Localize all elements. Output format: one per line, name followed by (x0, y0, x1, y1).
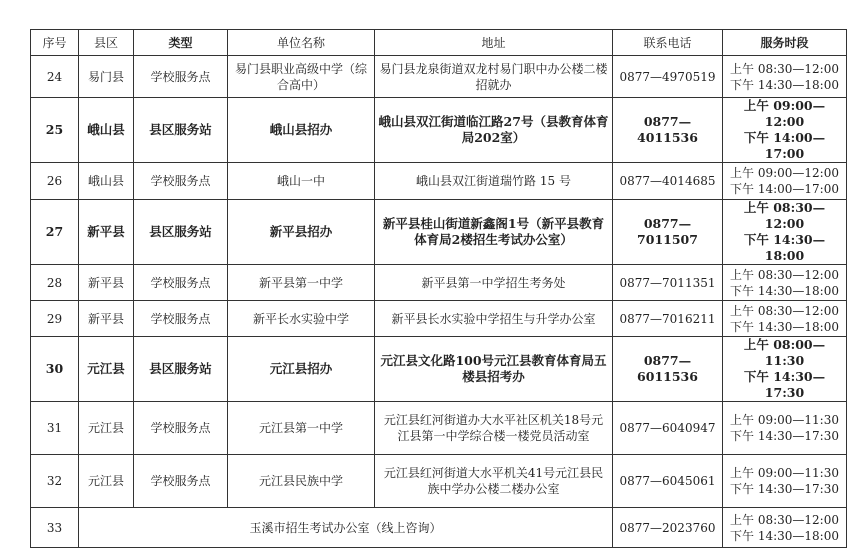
row-phone: 0877—6040947 (613, 402, 723, 455)
row-unit: 元江县第一中学 (228, 402, 375, 455)
service-table (30, 29, 847, 548)
hours-pm: 下午 14:30—18:00 (730, 528, 839, 543)
row-type: 县区服务站 (134, 200, 228, 265)
row-address: 元江县红河街道办大水平社区机关18号元江县第一中学综合楼一楼党员活动室 (375, 402, 613, 455)
hours-am: 上午 08:30—12:00 (730, 267, 839, 282)
row-county: 新平县 (79, 200, 134, 265)
row-no: 28 (31, 265, 79, 301)
header-unit: 单位名称 (228, 30, 375, 56)
row-phone: 0877—4011536 (613, 98, 723, 163)
row-phone: 0877—6011536 (613, 337, 723, 402)
row-county: 峨山县 (79, 163, 134, 200)
hours-pm: 下午 14:30—18:00 (730, 319, 839, 334)
table-row (31, 56, 847, 98)
row-county: 易门县 (79, 56, 134, 98)
row-phone: 0877—7011507 (613, 200, 723, 265)
hours-am: 上午 08:30—12:00 (743, 200, 826, 231)
header-phone: 联系电话 (613, 30, 723, 56)
hours-am: 上午 09:00—12:00 (743, 98, 826, 129)
row-unit: 元江县民族中学 (228, 455, 375, 508)
header-hours: 服务时段 (723, 30, 847, 56)
table-row (31, 301, 847, 337)
row-unit: 新平长水实验中学 (228, 301, 375, 337)
row-address: 新平县长水实验中学招生与升学办公室 (375, 301, 613, 337)
table-row (31, 402, 847, 455)
row-no: 24 (31, 56, 79, 98)
hours-pm: 下午 14:30—18:00 (730, 283, 839, 298)
row-hours (723, 200, 847, 265)
hours-pm: 下午 14:00—17:00 (730, 182, 839, 196)
row-unit: 新平县第一中学 (228, 265, 375, 301)
row-type: 县区服务站 (134, 98, 228, 163)
row-unit: 新平县招办 (228, 200, 375, 265)
hours-pm: 下午 14:30—18:00 (743, 232, 826, 263)
header-address: 地址 (375, 30, 613, 56)
row-type: 学校服务点 (134, 455, 228, 508)
table-row (31, 163, 847, 200)
row-county: 峨山县 (79, 98, 134, 163)
row-hours (723, 98, 847, 163)
row-hours (723, 301, 847, 337)
row-phone: 0877—6045061 (613, 455, 723, 508)
header-county: 县区 (79, 30, 134, 56)
row-hours (723, 337, 847, 402)
row-type: 县区服务站 (134, 337, 228, 402)
hours-am: 上午 08:30—12:00 (730, 303, 839, 318)
row-address: 易门县龙泉街道双龙村易门职中办公楼二楼招就办 (375, 56, 613, 98)
row-no: 29 (31, 301, 79, 337)
hours-am: 上午 09:00—11:30 (730, 413, 839, 427)
row-phone: 0877—7016211 (613, 301, 723, 337)
row-type: 学校服务点 (134, 402, 228, 455)
row-no: 26 (31, 163, 79, 200)
row-hours (723, 455, 847, 508)
row-no: 33 (31, 508, 79, 548)
table-row (31, 337, 847, 402)
row-address: 元江县红河街道大水平机关41号元江县民族中学办公楼二楼办公室 (375, 455, 613, 508)
row-county: 新平县 (79, 301, 134, 337)
row-address: 新平县第一中学招生考务处 (375, 265, 613, 301)
table-row (31, 200, 847, 265)
hours-am: 上午 09:00—12:00 (730, 166, 839, 180)
hours-pm: 下午 14:30—18:00 (730, 77, 839, 92)
hours-pm: 下午 14:00—17:00 (743, 130, 826, 161)
row-merged-unit: 玉溪市招生考试办公室（线上咨询） (79, 508, 613, 548)
row-no: 31 (31, 402, 79, 455)
row-county: 元江县 (79, 337, 134, 402)
row-hours (723, 265, 847, 301)
row-address: 峨山县双江街道临江路27号（县教育体育局202室） (375, 98, 613, 163)
row-no: 32 (31, 455, 79, 508)
table-row (31, 98, 847, 163)
row-phone: 0877—2023760 (613, 508, 723, 548)
header-no: 序号 (31, 30, 79, 56)
row-no: 30 (31, 337, 79, 402)
table-row (31, 508, 847, 548)
hours-am: 上午 08:00—11:30 (743, 337, 826, 368)
hours-pm: 下午 14:30—17:30 (730, 482, 839, 496)
row-county: 元江县 (79, 402, 134, 455)
row-no: 27 (31, 200, 79, 265)
row-phone: 0877—7011351 (613, 265, 723, 301)
row-unit: 峨山县招办 (228, 98, 375, 163)
row-phone: 0877—4970519 (613, 56, 723, 98)
row-hours (723, 56, 847, 98)
hours-pm: 下午 14:30—17:30 (743, 369, 826, 400)
row-hours (723, 163, 847, 200)
row-no: 25 (31, 98, 79, 163)
hours-am: 上午 08:30—12:00 (730, 61, 839, 76)
row-unit: 峨山一中 (228, 163, 375, 200)
row-type: 学校服务点 (134, 265, 228, 301)
row-address: 峨山县双江街道瑞竹路 15 号 (375, 163, 613, 200)
row-type: 学校服务点 (134, 163, 228, 200)
row-type: 学校服务点 (134, 301, 228, 337)
hours-am: 上午 09:00—11:30 (730, 466, 839, 480)
row-address: 新平县桂山街道新鑫阁1号（新平县教育体育局2楼招生考试办公室） (375, 200, 613, 265)
row-hours (723, 402, 847, 455)
table-row (31, 455, 847, 508)
header-row (31, 30, 847, 56)
hours-pm: 下午 14:30—17:30 (730, 429, 839, 443)
row-address: 元江县文化路100号元江县教育体育局五楼县招考办 (375, 337, 613, 402)
row-unit: 元江县招办 (228, 337, 375, 402)
row-county: 元江县 (79, 455, 134, 508)
row-phone: 0877—4014685 (613, 163, 723, 200)
hours-am: 上午 08:30—12:00 (730, 512, 839, 527)
row-hours (723, 508, 847, 548)
row-unit: 易门县职业高级中学（综合高中） (228, 56, 375, 98)
header-type: 类型 (134, 30, 228, 56)
row-county: 新平县 (79, 265, 134, 301)
row-type: 学校服务点 (134, 56, 228, 98)
table-row (31, 265, 847, 301)
